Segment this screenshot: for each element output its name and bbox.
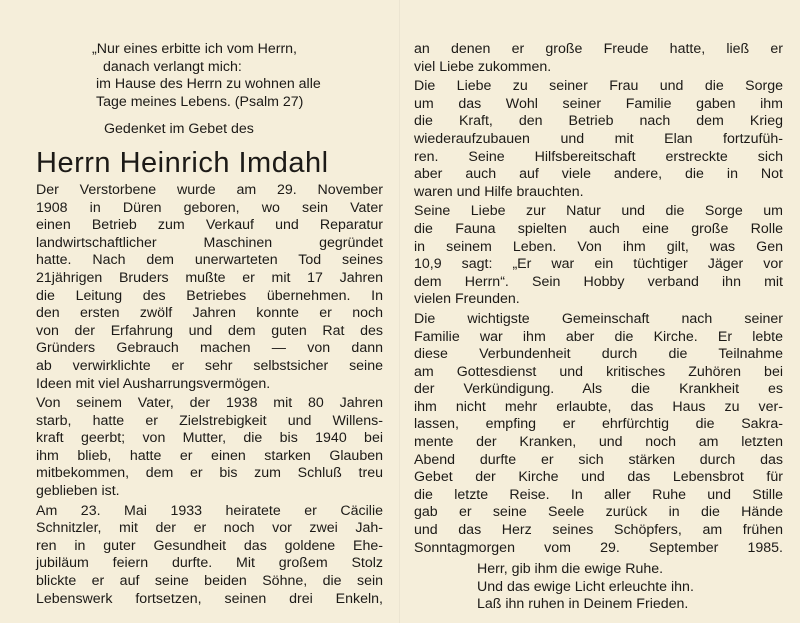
closing-prayer <box>477 561 783 614</box>
text-line: ihm nicht mehr erlaubte, das Haus zu ver- <box>414 398 783 415</box>
text-line: waren und Hilfe brauchten. <box>414 183 584 200</box>
motto-line: im Hause des Herrn zu wohnen alle <box>96 76 321 93</box>
prayer-line: Herr, gib ihm die ewige Ruhe. <box>477 561 664 578</box>
text-line: Abend durfte er sich stärken durch das <box>414 451 783 468</box>
text-line: dem Herrn“. Sein Hobby verband ihn mit <box>414 273 783 290</box>
text-line: der Verkündigung. Als die Krankheit es <box>414 381 783 398</box>
text-line: von der Erfahrung und dem guten Rat des <box>36 322 383 339</box>
motto-line: Tage meines Lebens. (Psalm 27) <box>96 93 304 110</box>
text-line: viel Liebe zukommen. <box>414 58 552 75</box>
text-line: Die wichtigste Gemeinschaft nach seiner <box>414 310 783 327</box>
text-line: Gebet der Kirche und das Lebensbrot für <box>414 469 783 486</box>
text-line: Am 23. Mai 1933 heiratete er Cäcilie <box>36 502 383 519</box>
left-column <box>36 0 383 623</box>
prayer-line: Und das ewige Licht erleuchte ihn. <box>477 578 694 595</box>
text-line: an denen er große Freude hatte, ließ er <box>414 41 783 57</box>
text-line: Seine Liebe zur Natur und die Sorge um <box>414 203 783 220</box>
text-line: ihm blieb, hatte er einen starken Glauben <box>36 447 383 464</box>
text-line: die Fauna spielten auch eine große Rolle <box>414 220 783 237</box>
text-line: jubiläum feiern durfte. Mit großem Stolz <box>36 555 383 572</box>
text-line: um das Wohl seiner Familie gaben ihm <box>414 95 783 112</box>
text-line: Sonntagmorgen vom 29. September 1985. <box>414 539 783 556</box>
paragraph-family <box>414 78 783 201</box>
text-line: blickte er auf seine beiden Söhne, die sein <box>36 573 383 590</box>
text-line: mitbekommen, dem er bis zum Schluß treu <box>36 465 383 482</box>
text-line: diese Verbundenheit durch die Teilnahme <box>414 346 783 363</box>
text-line: Von seinem Vater, der 1938 mit 80 Jahren <box>36 395 383 412</box>
text-line: und das Herz seines Schöpfers, am frühen <box>414 522 783 539</box>
paragraph-nature <box>414 203 783 309</box>
text-line: Schnitzler, mit der er noch vor zwei Jah- <box>36 520 383 537</box>
text-line: 10,9 sagt: „Er war ein tüchtiger Jäger vor <box>414 256 783 273</box>
paragraph-grandchildren <box>414 41 783 76</box>
column-divider <box>399 0 400 623</box>
motto-line: danach verlangt mich: <box>103 58 242 75</box>
paragraph-parents <box>36 395 383 501</box>
motto-line: „Nur eines erbitte ich vom Herrn, <box>92 41 297 57</box>
text-line: aber auch auf viele andere, die in Not <box>414 166 783 183</box>
text-line: ren. Seine Hilfsbereitschaft erstreckte sich <box>414 148 783 165</box>
text-line: gab er seine Seele zurück in die Hände <box>414 504 783 521</box>
text-line: am Gottesdienst und kritisches Zuhören bei <box>414 363 783 380</box>
text-line: Familie war ihm aber die Kirche. Er lebte <box>414 328 783 345</box>
text-line: landwirtschaftlicher Maschinen gegründet <box>36 234 383 251</box>
text-line: die letzte Reise. In aller Ruhe und Stille <box>414 486 783 503</box>
text-line: Gründers Gebrauch machen — von dann <box>36 340 383 357</box>
remembrance-line: Gedenket im Gebet des <box>104 121 254 138</box>
text-line: mente der Kranken, und noch am letzten <box>414 434 783 451</box>
text-line: Lebenswerk fortsetzen, seinen drei Enkeln, <box>36 590 383 607</box>
text-line: lassen, empfing er ehrfürchtig die Sakra- <box>414 416 783 433</box>
paragraph-biography <box>36 182 383 393</box>
text-line: kraft geerbt; von Mutter, die bis 1940 bei <box>36 430 383 447</box>
text-line: vielen Freunden. <box>414 291 520 308</box>
text-line: ren in guter Gesundheit das goldene Ehe- <box>36 537 383 554</box>
text-line: Ideen mit viel Ausharrungsvermögen. <box>36 375 271 392</box>
text-line: ab verwirklichte er sehr selbstsicher seine <box>36 357 383 374</box>
text-line: 1908 in Düren geboren, wo sein Vater <box>36 199 383 216</box>
text-line: Der Verstorbene wurde am 29. November <box>36 181 383 198</box>
paragraph-marriage <box>36 503 383 609</box>
text-line: in seinem Leben. Von ihm gilt, was Gen <box>414 238 783 255</box>
text-line: den ersten zwölf Jahren konnte er noch <box>36 305 383 322</box>
text-line: die Kraft, den Betrieb nach dem Krieg <box>414 113 783 130</box>
text-line: 21jährigen Bruders mußte er mit 17 Jahren <box>36 269 383 286</box>
deceased-name: Herrn Heinrich Imdahl <box>36 146 329 179</box>
psalm-motto <box>92 41 383 111</box>
prayer-line: Laß ihn ruhen in Deinem Frieden. <box>477 596 689 613</box>
right-column <box>414 0 783 623</box>
text-line: hatte. Nach dem unerwarteten Tod seines <box>36 252 383 269</box>
text-line: die Leitung des Betriebes übernehmen. In <box>36 287 383 304</box>
text-line: starb, hatte er Zielstrebigkeit und Willens- <box>36 412 383 429</box>
text-line: geblieben ist. <box>36 483 120 500</box>
text-line: Die Liebe zu seiner Frau und die Sorge <box>414 78 783 95</box>
paragraph-church <box>414 311 783 557</box>
text-line: wiederaufzubauen und mit Elan fortzufüh- <box>414 130 783 147</box>
text-line: einen Betrieb zum Verkauf und Reparatur <box>36 217 383 234</box>
